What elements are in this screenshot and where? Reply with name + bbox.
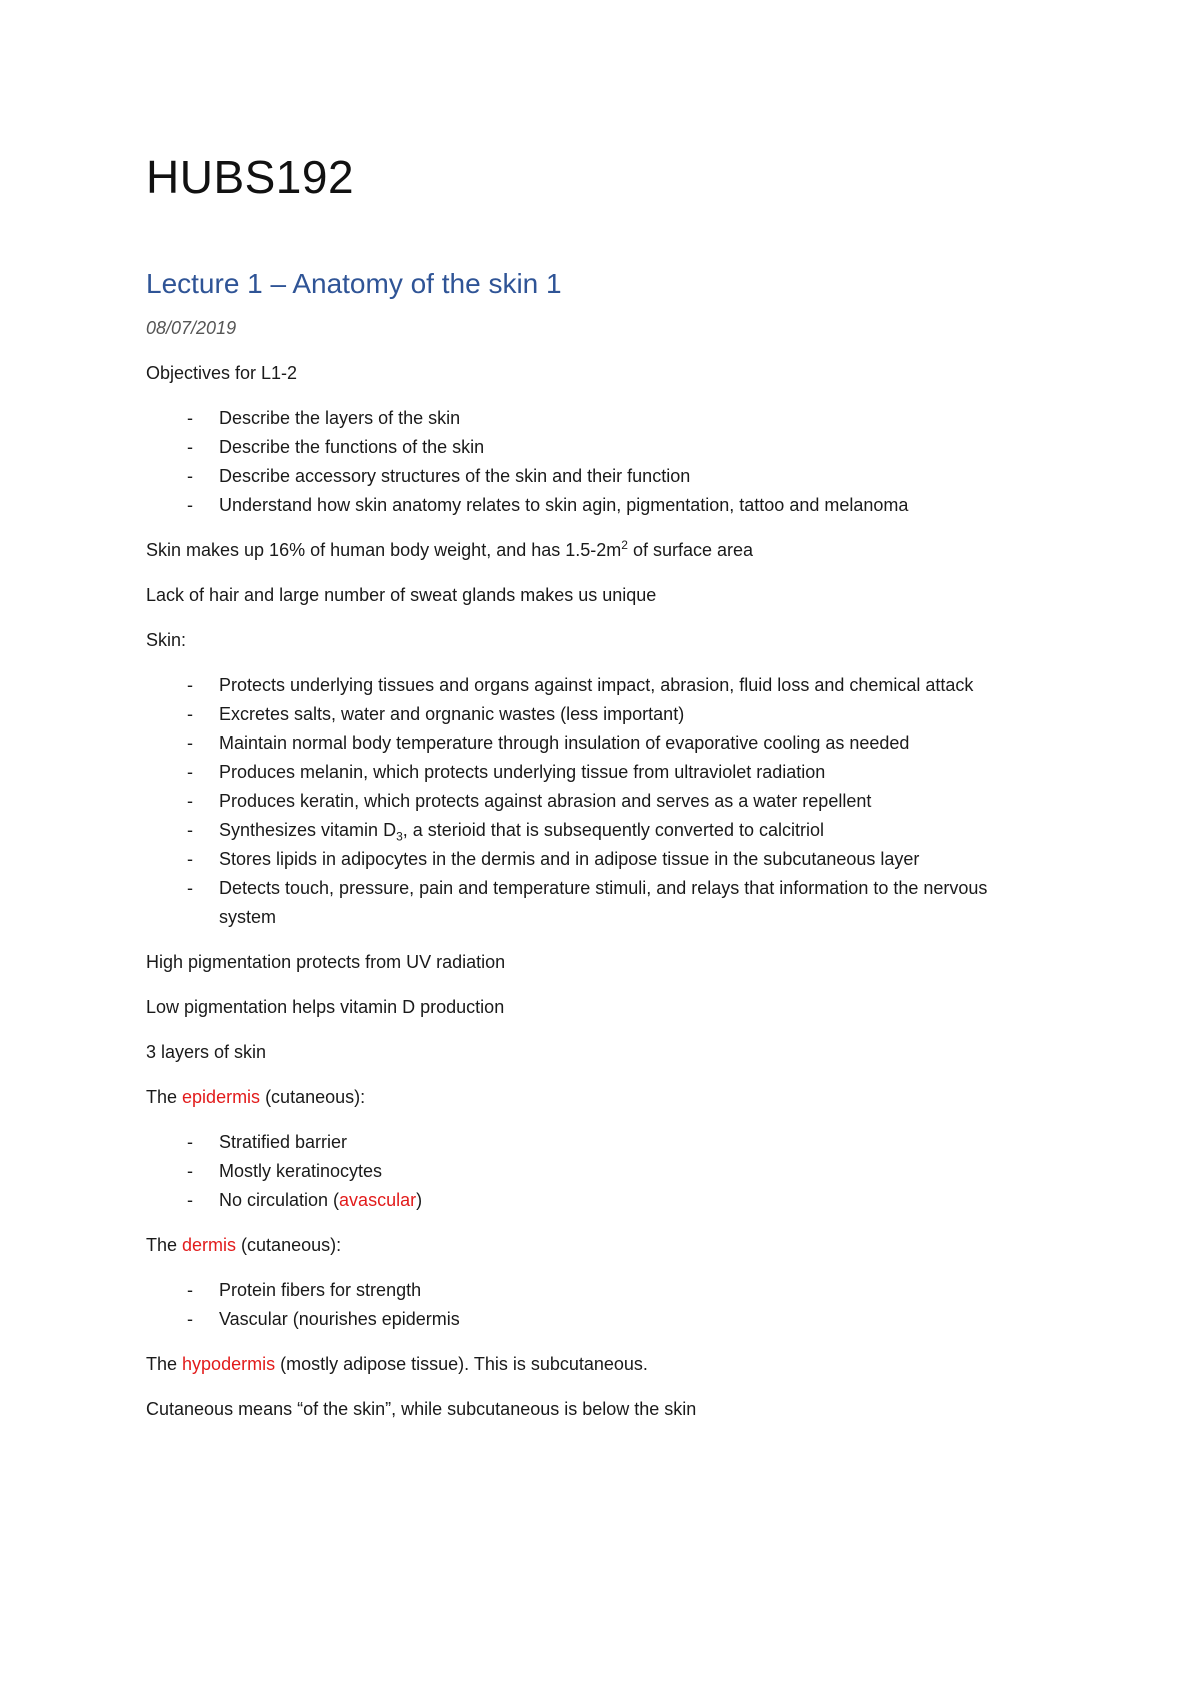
- list-item: - Detects touch, pressure, pain and temperature stimuli, and relays that information to the nervous system: [187, 878, 988, 927]
- list-item: - Protein fibers for strength: [187, 1280, 422, 1300]
- surface-area-paragraph: Skin makes up 16% of human body weight, and has $1.5-2m^2$ of surface area: [146, 538, 754, 560]
- list-item: - No circulation (avascular): [187, 1190, 423, 1210]
- layers-heading: 3 layers of skin: [146, 1042, 267, 1062]
- list-item: - Produces keratin, which protects against abrasion and serves as a water repellent: [187, 791, 872, 811]
- epidermis-heading: The epidermis (cutaneous):: [146, 1087, 366, 1107]
- document-body: [146, 314, 1046, 1440]
- skin-functions-list: [146, 671, 1046, 932]
- skin-heading: Skin:: [146, 630, 187, 650]
- dermis-list: [146, 1276, 1046, 1334]
- list-item: - Produces melanin, which protects underlying tissue from ultraviolet radiation: [187, 762, 826, 782]
- dermis-heading: The dermis (cutaneous):: [146, 1235, 342, 1255]
- objectives-list: [146, 404, 1046, 520]
- document-title: HUBS192: [146, 151, 355, 203]
- cutaneous-note: Cutaneous means “of the skin”, while subcutaneous is below the skin: [146, 1399, 697, 1419]
- lecture-heading: Lecture 1 – Anatomy of the skin 1: [146, 268, 562, 299]
- list-item: - Describe accessory structures of the skin and their function: [187, 466, 691, 486]
- low-pigmentation-paragraph: Low pigmentation helps vitamin D production: [146, 997, 505, 1017]
- list-item: - Describe the functions of the skin: [187, 437, 485, 457]
- list-item: - Stores lipids in adipocytes in the dermis and in adipose tissue in the subcutaneous layer: [187, 849, 920, 869]
- epidermis-list: [146, 1128, 1046, 1215]
- list-item: - Stratified barrier: [187, 1132, 348, 1152]
- list-item: - Protects underlying tissues and organs against impact, abrasion, fluid loss and chemical attack: [187, 675, 974, 695]
- list-item: - Mostly keratinocytes: [187, 1161, 383, 1181]
- list-item: - Excretes salts, water and orgnanic wastes (less important): [187, 704, 685, 724]
- avascular-term: avascular: [339, 1190, 417, 1210]
- lecture-date: 08/07/2019: [146, 318, 237, 338]
- list-item: - Maintain normal body temperature through insulation of evaporative cooling as needed: [187, 733, 910, 753]
- hypodermis-term: hypodermis: [182, 1354, 276, 1374]
- unique-paragraph: Lack of hair and large number of sweat glands makes us unique: [146, 585, 657, 605]
- list-item: - Synthesizes vitamin $D_3$, a sterioid that is subsequently converted to calcitriol: [187, 820, 824, 844]
- objectives-heading: Objectives for L1-2: [146, 363, 298, 383]
- high-pigmentation-paragraph: High pigmentation protects from UV radiation: [146, 952, 506, 972]
- list-item: - Describe the layers of the skin: [187, 408, 461, 428]
- list-item: - Understand how skin anatomy relates to skin agin, pigmentation, tattoo and melanoma: [187, 495, 909, 515]
- hypodermis-paragraph: The hypodermis (mostly adipose tissue). This is subcutaneous.: [146, 1354, 648, 1374]
- epidermis-term: epidermis: [182, 1087, 261, 1107]
- list-item: - Vascular (nourishes epidermis: [187, 1309, 460, 1329]
- dermis-term: dermis: [182, 1235, 237, 1255]
